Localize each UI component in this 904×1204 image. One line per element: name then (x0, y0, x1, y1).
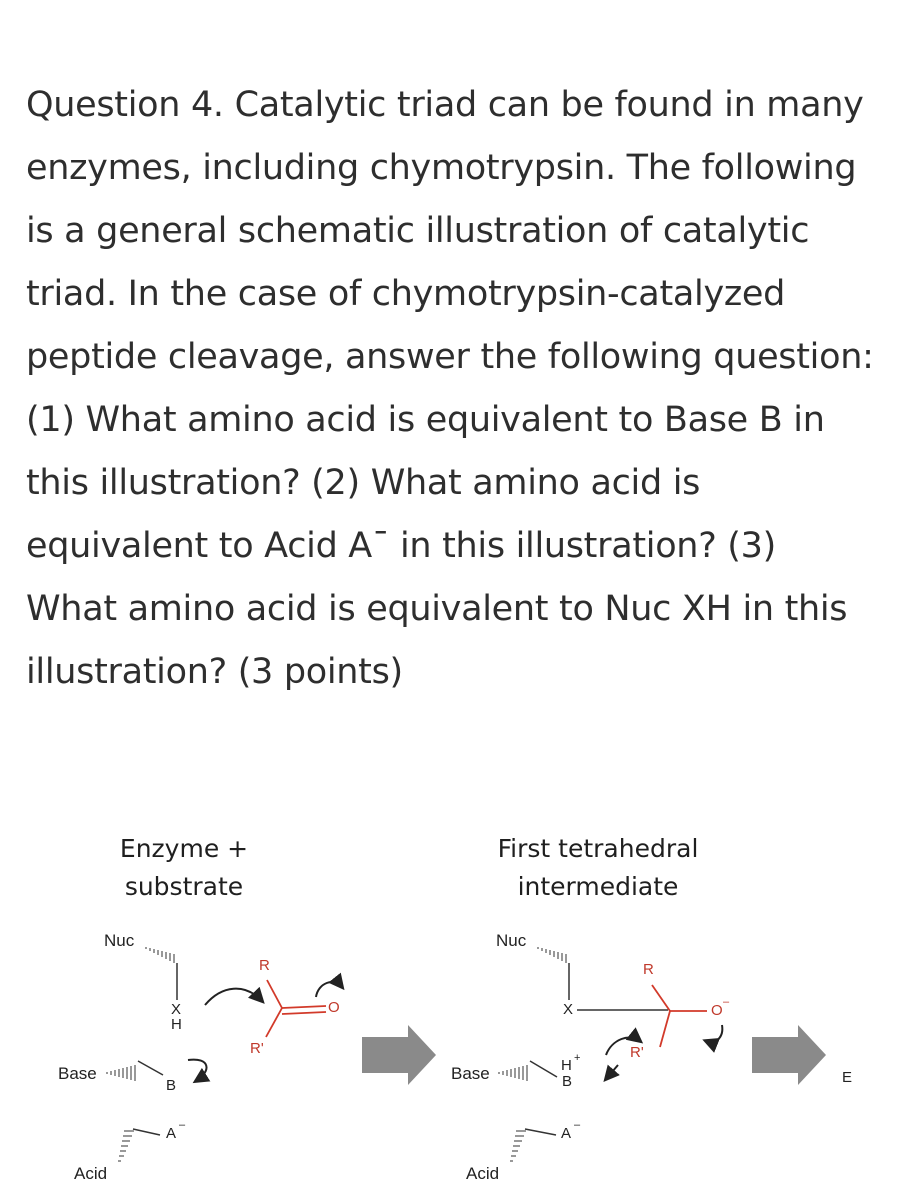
panel2-r-prime-label: R' (630, 1044, 644, 1061)
panel2-title (480, 830, 716, 906)
question-paragraph: Question 4. Catalytic triad can be found in many enzymes, including chymotrypsin. The following is a general schematic illustration of catalytic triad. In the case of chymotrypsin-catalyzed peptide cleavage, answer the following question: (1) What amino acid is equivalent to Base B in this illustration? (2) What amino acid is equivalent to Acid A¯ in this illustration? (3) What amino acid is equivalent to Nuc XH in this illustration? (3 points) (26, 85, 874, 692)
panel2-b-label: B (562, 1073, 573, 1090)
panel1-base-label: Base (58, 1064, 97, 1083)
panel2-acid-label: Acid (466, 1164, 500, 1183)
panel1-r-label: R (259, 957, 270, 974)
panel2-reaction-arrow (752, 1025, 826, 1085)
question-text (26, 74, 876, 704)
panel2-h-charge: + (574, 1052, 581, 1064)
panel2-nuc-wedge (538, 947, 566, 963)
panel1-b-label: B (166, 1077, 177, 1094)
panel1-title (104, 830, 264, 906)
panel2-curved-arrow-oxyanion (706, 1025, 722, 1042)
panel1-title-line2: substrate (124, 872, 244, 901)
panel1-curved-arrow-carbonyl (316, 982, 342, 997)
panel2-substrate (652, 985, 707, 1047)
panel1-acid-label: Acid (74, 1164, 108, 1183)
panel2-a-label: A (561, 1125, 572, 1142)
panel1-curved-arrow-attack (205, 989, 262, 1005)
catalytic-triad-figure (0, 815, 904, 1204)
panel2-small-arrow (606, 1065, 618, 1079)
panel1-bonds (107, 947, 436, 1161)
panel2-nuc-label: Nuc (496, 931, 527, 950)
panel2-base-label: Base (451, 1064, 490, 1083)
panel1-a-charge: – (179, 1119, 186, 1131)
panel2-a-charge: – (574, 1119, 581, 1131)
panel1-a-label: A (166, 1125, 177, 1142)
panel1-r-prime-label: R' (250, 1040, 264, 1057)
panel1-acid-wedge (118, 1131, 134, 1161)
panel1-base-wedge (107, 1065, 135, 1081)
panel1-curved-arrow-proton (188, 1060, 206, 1081)
panel2-r-label: R (643, 961, 654, 978)
panel2-base-wedge (499, 1065, 527, 1081)
panel1-h-label: H (171, 1016, 182, 1033)
panel2-o-label: O (711, 1002, 723, 1019)
panel2-x-label: X (563, 1001, 574, 1018)
panel2-h-label: H (561, 1057, 572, 1074)
panel2-acid-wedge (510, 1131, 526, 1161)
panel1-nuc-label: Nuc (104, 931, 135, 950)
panel1-reaction-arrow (362, 1025, 436, 1085)
edge-letter: E (842, 1069, 853, 1086)
panel2-o-charge: – (723, 996, 730, 1008)
panel2-title-line1: First tetrahedral (497, 834, 699, 863)
panel1-substrate (266, 980, 326, 1037)
panel2-title-line2: intermediate (517, 872, 679, 901)
panel1-nuc-wedge (146, 947, 174, 963)
panel1-x-label: X (171, 1001, 182, 1018)
panel1-o-label: O (328, 999, 340, 1016)
panel1-title-line1: Enzyme + (119, 834, 249, 863)
panel2-bonds (499, 947, 826, 1161)
